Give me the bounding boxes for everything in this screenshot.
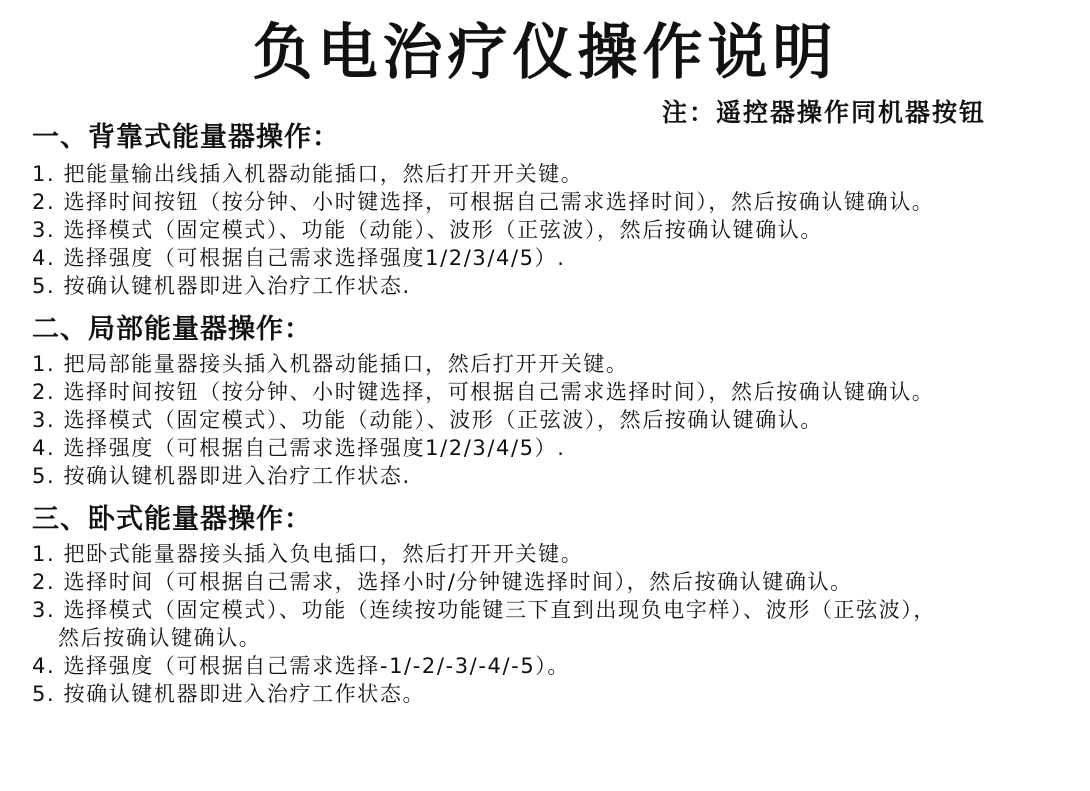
section-lying-energizer [32,502,1082,708]
section-heading: 一、背靠式能量器操作： [32,122,340,153]
step-item: 5. 按确认键机器即进入治疗工作状态. [32,464,411,488]
step-item: 3. 选择模式（固定模式）、功能（动能）、波形（正弦波），然后按确认键确认。 [32,408,824,432]
step-item: 1. 把局部能量器接头插入机器动能插口，然后打开开关键。 [32,352,629,376]
step-item: 5. 按确认键机器即进入治疗工作状态. [32,274,411,298]
step-list [32,350,1082,490]
step-item: 1. 把卧式能量器接头插入负电插口，然后打开开关键。 [32,542,584,566]
step-item: 2. 选择时间（可根据自己需求，选择小时/分钟键选择时间），然后按确认键确认。 [32,570,853,594]
step-item: 1. 把能量输出线插入机器动能插口，然后打开开关键。 [32,162,584,186]
section-heading: 二、局部能量器操作： [32,314,312,345]
step-item-continuation: 然后按确认键确认。 [58,626,262,650]
section-local-energizer [32,312,1082,490]
step-list [32,540,1082,708]
step-item: 3. 选择模式（固定模式）、功能（动能）、波形（正弦波），然后按确认键确认。 [32,218,824,242]
page-title: 负电治疗仪操作说明 [252,18,838,88]
step-item: 5. 按确认键机器即进入治疗工作状态。 [32,682,426,706]
step-item: 2. 选择时间按钮（按分钟、小时键选择，可根据自己需求选择时间），然后按确认键确认。 [32,190,935,214]
step-item: 4. 选择强度（可根据自己需求选择强度1/2/3/4/5）. [32,436,566,460]
section-backrest-energizer [32,120,1082,300]
step-item: 4. 选择强度（可根据自己需求选择强度1/2/3/4/5）. [32,246,566,270]
step-item: 2. 选择时间按钮（按分钟、小时键选择，可根据自己需求选择时间），然后按确认键确认。 [32,380,935,404]
step-list [32,160,1082,300]
section-heading: 三、卧式能量器操作： [32,504,312,535]
step-item: 3. 选择模式（固定模式）、功能（连续按功能键三下直到出现负电字样）、波形（正弦波）， [32,598,937,622]
step-item: 4. 选择强度（可根据自己需求选择-1/-2/-3/-4/-5）。 [32,654,571,678]
remote-control-note: 注：遥控器操作同机器按钮 [661,98,986,127]
instructions-body [32,120,1082,708]
